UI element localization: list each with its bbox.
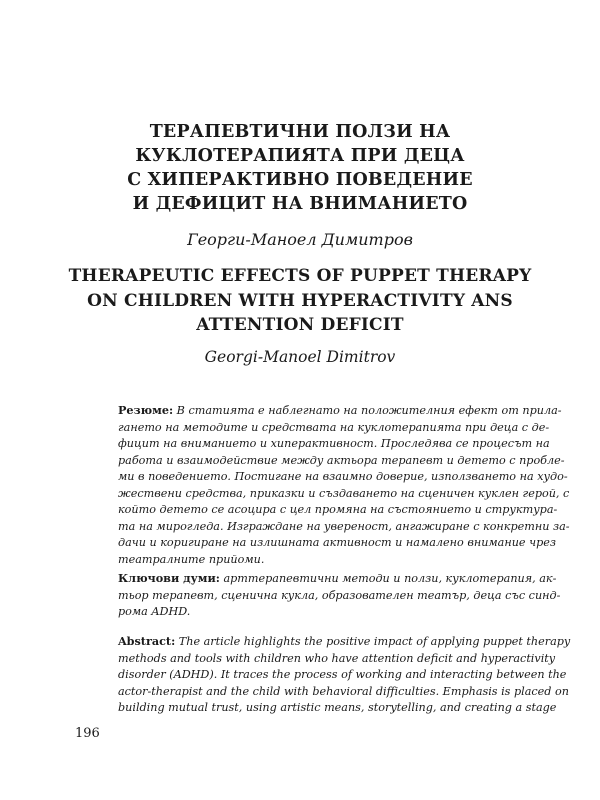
- abstract-english: [118, 633, 571, 717]
- abstract-bg-label: Резюме:: [118, 403, 174, 417]
- abstract-en-label: Abstract:: [118, 634, 176, 648]
- keywords-bg-text: арттерапевтични методи и ползи, куклотерапия, ак-: [219, 572, 557, 585]
- keywords-bg-label: Ключови думи:: [118, 571, 220, 585]
- abstract-bulgarian: [118, 402, 570, 568]
- abstract-bg-line: [118, 402, 562, 420]
- abstract-bg-line: театралните прийоми.: [118, 552, 265, 566]
- abstract-bg-line: гането на методите и средствата на куклотерапията при деца с де-: [118, 420, 550, 434]
- page-number: 196: [75, 726, 100, 741]
- author-english: Georgi-Manoel Dimitrov: [204, 348, 396, 366]
- title-bulgarian: [60, 120, 540, 216]
- abstract-bg-line: жествени средства, приказки и създаването на сценичен куклен герой, с: [118, 486, 570, 500]
- title-bg-line: КУКЛОТЕРАПИЯТА ПРИ ДЕЦА: [135, 146, 465, 166]
- abstract-en-line: building mutual trust, using artistic means, storytelling, and creating a stage: [118, 701, 557, 714]
- author-bulgarian: Георги-Маноел Димитров: [187, 230, 413, 249]
- title-bg-line: С ХИПЕРАКТИВНО ПОВЕДЕНИЕ: [127, 170, 473, 190]
- keywords-bulgarian: [118, 570, 561, 621]
- abstract-bg-line: ми в поведението. Постигане на взаимно доверие, използването на худо-: [118, 470, 568, 483]
- keywords-bg-line: тьор терапевт, сценична кукла, образователен театър, деца със синд-: [118, 588, 561, 602]
- abstract-bg-text: В статията е наблегнато на положителния ефект от прила-: [173, 404, 562, 417]
- abstract-bg-line: който детето се асоцира с цел промяна на състоянието и структура-: [118, 503, 558, 516]
- abstract-en-line: actor-therapist and the child with behavioral difficulties. Emphasis is placed on: [118, 684, 569, 698]
- abstract-bg-line: фицит на вниманието и хиперактивност. Проследява се процесът на: [118, 437, 550, 450]
- title-en-line: ATTENTION DEFICIT: [196, 315, 404, 335]
- abstract-en-line: methods and tools with children who have attention deficit and hyperactivity: [118, 651, 556, 665]
- abstract-en-line: disorder (ADHD). It traces the process of working and interacting between the: [118, 668, 567, 681]
- abstract-en-text: The article highlights the positive impact of applying puppet therapy: [175, 635, 571, 648]
- title-bg-line: И ДЕФИЦИТ НА ВНИМАНИЕТО: [132, 194, 468, 214]
- keywords-bg-line: [118, 570, 557, 588]
- abstract-bg-line: работа и взаимодействие между актьора терапевт и детето с пробле-: [118, 453, 565, 467]
- abstract-bg-line: дачи и коригиране на излишната активност и намалено внимание чрез: [118, 536, 556, 549]
- title-en-line: ON CHILDREN WITH HYPERACTIVITY ANS: [87, 290, 513, 311]
- title-english: [40, 264, 560, 338]
- abstract-en-line: [118, 633, 571, 651]
- keywords-bg-line: рома ADHD.: [118, 605, 191, 618]
- title-en-line: THERAPEUTIC EFFECTS OF PUPPET THERAPY: [68, 266, 532, 286]
- abstract-bg-line: та на мирогледа. Изграждане на увереност, ангажиране с конкретни за-: [118, 519, 570, 533]
- title-bg-line: ТЕРАПЕВТИЧНИ ПОЛЗИ НА: [149, 122, 451, 142]
